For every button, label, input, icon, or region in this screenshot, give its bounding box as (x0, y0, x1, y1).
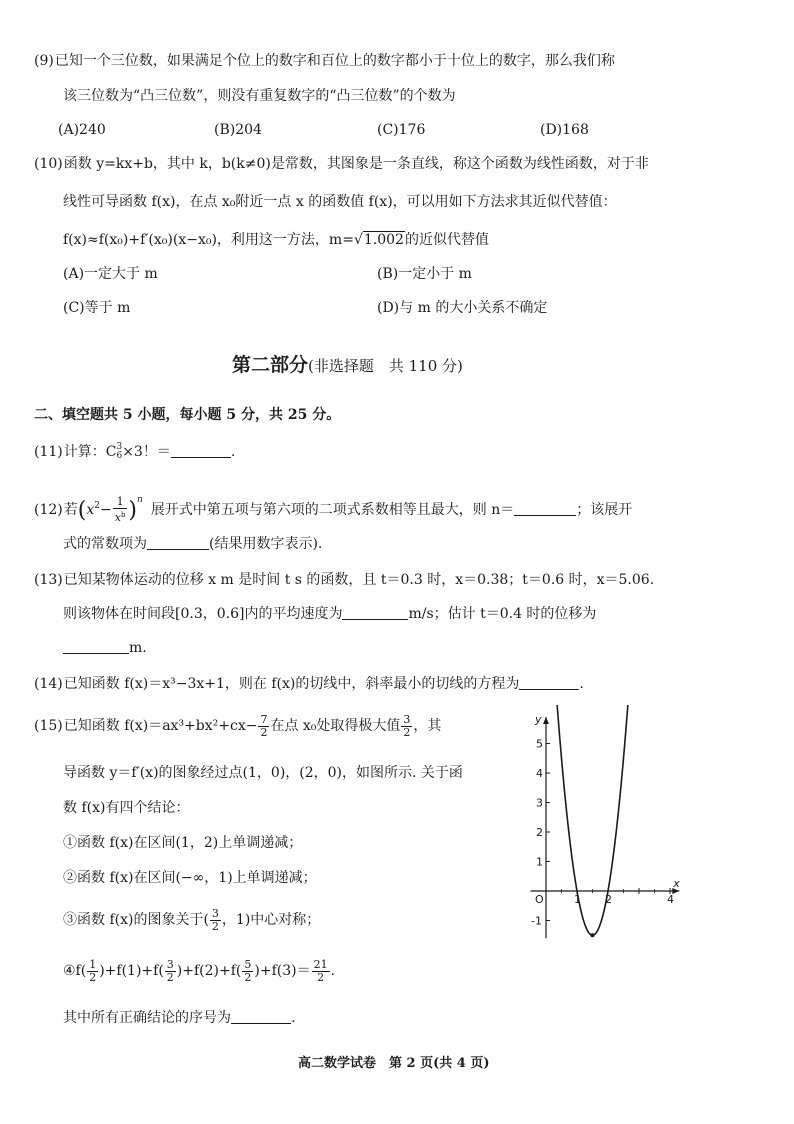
q12-line1: (12)若($x^2-$ $\frac{1}{x^b}$ )$^n$展开式中第五项与第六项的二项式系数相等且最大，则 n＝ ；该展开 (34, 495, 633, 524)
y-tick-label: 3 (536, 796, 543, 810)
q13-answer-blank-1[interactable] (342, 605, 408, 620)
section2-heading: 二、填空题共 5 小题，每小题 5 分，共 25 分。 (34, 407, 341, 423)
q15-line2: 导函数 y＝f′(x)的图象经过点(1，0)，(2，0)，如图所示. 关于函 (63, 765, 463, 781)
q13-answer-blank-2[interactable] (63, 639, 129, 654)
q9-option-a[interactable]: (A)240 (58, 122, 106, 138)
q13-line3: m. (63, 638, 147, 658)
q12-answer-blank-2[interactable] (147, 535, 209, 550)
q15-last-line: 其中所有正确结论的序号为 . (63, 1010, 296, 1026)
q15-answer-blank[interactable] (231, 1009, 291, 1024)
q9-option-c[interactable]: (C)176 (377, 122, 426, 138)
q12-line2: 式的常数项为 (结果用数字表示). (63, 536, 323, 552)
y-tick-label: -1 (531, 914, 542, 928)
q15-line3: 数 f(x)有四个结论： (63, 800, 190, 816)
part2-subtitle: (非选择题 共 110 分) (308, 357, 463, 375)
part2-title: 第二部分 (232, 354, 309, 376)
q9-option-b[interactable]: (B)204 (214, 122, 262, 138)
derivative-curve (555, 705, 629, 935)
q14-answer-blank[interactable] (519, 675, 579, 690)
sqrt-symbol: √ (353, 232, 363, 248)
q9-line2: 该三位数为“凸三位数”，则没有重复数字的“凸三位数”的个数为 (63, 88, 456, 104)
q10-option-b[interactable]: (B)一定小于 m (377, 266, 472, 282)
q15-conclusion-2: ②函数 f(x)在区间(−∞，1)上单调递减； (63, 870, 317, 886)
q9-option-d[interactable]: (D)168 (540, 122, 589, 138)
y-axis-label: y (535, 712, 542, 726)
origin-label: O (535, 893, 544, 906)
q10-line3: f(x)≈f(x₀)+f′(x₀)(x−x₀)，利用这一方法，m=√1.002的近似代替值 (63, 232, 489, 248)
q9-line1: (9)已知一个三位数，如果满足个位上的数字和百位上的数字都小于十位上的数字，那么我们称 (34, 53, 615, 69)
q13-line2: 则该物体在时间段[0.3，0.6]内的平均速度为 m/s；估计 t＝0.4 时的位移为 (63, 606, 597, 622)
y-tick-label: 5 (536, 737, 543, 751)
curve-vertex-point (591, 933, 595, 937)
part2-heading (232, 352, 463, 380)
q9-number: (9) (34, 53, 54, 69)
x-tick-label: 4 (667, 893, 674, 906)
q15-conclusion-1: ①函数 f(x)在区间(1，2)上单调递减； (63, 835, 303, 851)
q15-conclusion-4: ④f( $\frac{1}{2}$ )+f(1)+f( $\frac{3}{2}$ )+f(2)+f( $\frac{5}{2}$ )+f(3)＝ $\frac{21}{2}$ . (63, 957, 336, 984)
q11-answer-blank[interactable] (171, 443, 231, 458)
q10-option-a[interactable]: (A)一定大于 m (63, 266, 158, 282)
q10-line2: 线性可导函数 f(x)，在点 x₀附近一点 x 的函数值 f(x)，可以用如下方法求其近似代替值： (63, 194, 617, 210)
q11-line: (11)计算：C 3 6 ×3！＝ . (34, 442, 236, 461)
q10-line1: (10)函数 y=kx+b，其中 k，b(k≠0)是常数，其图象是一条直线，称这个函数为线性函数，对于非 (34, 156, 649, 172)
y-tick-label: 2 (536, 826, 543, 839)
x-tick-label: 1 (574, 893, 581, 906)
x-tick-label: 2 (605, 893, 612, 906)
q15-conclusion-3: ③函数 f(x)的图象关于( $\frac{3}{2}$ ，1)中心对称； (63, 906, 321, 933)
x-axis-label: x (673, 877, 680, 890)
q13-line1: (13)已知某物体运动的位移 x m 是时间 t s 的函数，且 t＝0.3 时，x＝0.38；t＝0.6 时，x＝5.06. (34, 572, 655, 588)
y-tick-label: 4 (536, 767, 543, 780)
q10-number: (10) (34, 156, 63, 172)
derivative-graph (520, 705, 700, 950)
q12-answer-blank-1[interactable] (514, 501, 576, 516)
q10-option-c[interactable]: (C)等于 m (63, 300, 131, 316)
y-axis-arrow (543, 717, 549, 724)
q10-option-d[interactable]: (D)与 m 的大小关系不确定 (377, 300, 548, 316)
page-footer: 高二数学试卷 第 2 页(共 4 页) (298, 1056, 490, 1071)
y-tick-label: 1 (536, 855, 543, 869)
q15-line1: (15)已知函数 f(x)＝ax³+bx²+cx− $\frac{7}{2}$ 在点 x₀处取得极大值 $\frac{3}{2}$ ，其 (34, 712, 442, 739)
q10-sqrt-value: 1.002 (363, 232, 404, 248)
q14-line: (14)已知函数 f(x)＝x³−3x+1，则在 f(x)的切线中，斜率最小的切线的方程为 . (34, 676, 584, 692)
